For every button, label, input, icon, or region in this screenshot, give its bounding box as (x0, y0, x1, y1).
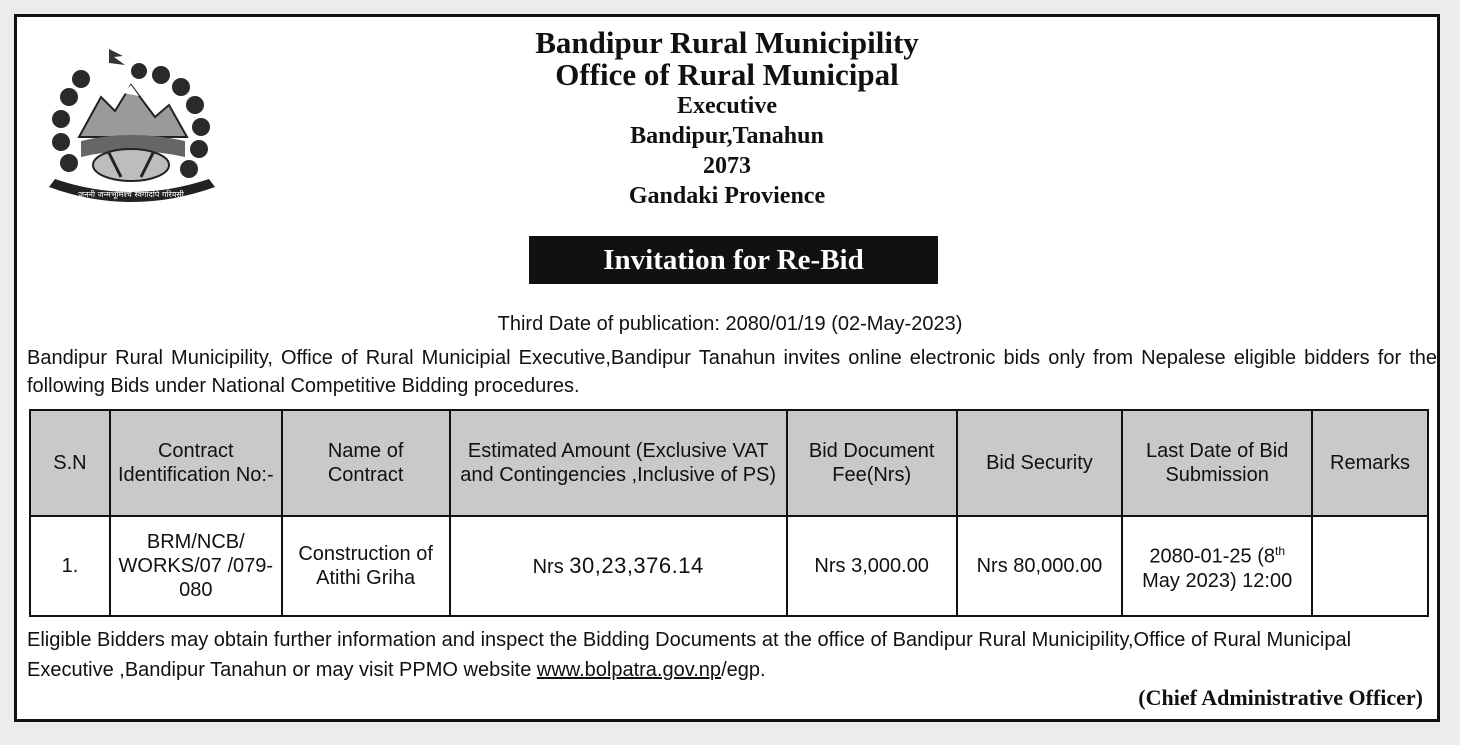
header-estimated-amount: Estimated Amount (Exclusive VAT and Contingencies ,Inclusive of PS) (450, 410, 787, 516)
cell-bid-fee: Nrs 3,000.00 (787, 516, 957, 616)
intro-paragraph: Bandipur Rural Municipility, Office of Rural Municipial Executive,Bandipur Tanahun invites online electronic bids only from Nepalese eligible bidders for the following Bids under National Competitive Bidding procedures. (27, 347, 1437, 397)
header-line-4: Bandipur,Tanahun (630, 123, 824, 149)
last-date-prefix: 2080-01-25 (8 (1149, 545, 1275, 568)
table-header-row (30, 410, 1428, 516)
cell-contract-id: BRM/NCB/ WORKS/07 /079-080 (110, 516, 282, 616)
publication-date: Third Date of publication: 2080/01/19 (02-May-2023) (497, 313, 963, 335)
header-contract-name: Name of Contract (282, 410, 450, 516)
last-date-ordinal: th (1274, 544, 1285, 559)
notice-frame (14, 14, 1440, 722)
header-bid-security: Bid Security (957, 410, 1123, 516)
header-bid-fee: Bid Document Fee(Nrs) (787, 410, 957, 516)
amount-prefix: Nrs (532, 555, 564, 578)
amount-value: 30,23,376.14 (569, 552, 704, 578)
table-row (30, 516, 1428, 616)
header-line-6: Gandaki Provience (628, 183, 826, 209)
header-contract-id: Contract Identification No:- (110, 410, 282, 516)
notice-title-banner: Invitation for Re-Bid (529, 236, 938, 284)
cell-contract-name: Construction of Atithi Griha (282, 516, 450, 616)
header-sn: S.N (30, 410, 110, 516)
last-date-suffix: May 2023) 12:00 (1142, 569, 1293, 592)
emblem-motto: जननी जन्मभूमिश्च स्वर्गादपि गरियसी (78, 190, 184, 199)
footer-text-end: /egp. (721, 659, 766, 681)
header-line-1: Bandipur Rural Municipility (535, 25, 919, 60)
bid-table (29, 409, 1429, 617)
cell-remarks (1312, 516, 1428, 616)
nepal-emblem-icon (39, 45, 224, 210)
footer-paragraph (27, 625, 1437, 685)
cell-sn: 1. (30, 516, 110, 616)
signatory: (Chief Administrative Officer) (1138, 685, 1423, 710)
ppmo-website-link[interactable]: www.bolpatra.gov.np (536, 659, 722, 681)
cell-last-date (1122, 516, 1312, 616)
footer-text: Eligible Bidders may obtain further information and inspect the Bidding Documents at the office of Bandipur Rural Municipility,Office of Rural Municipal Executive ,Bandipur Tanahun or may visit PPMO website (27, 629, 1352, 681)
cell-bid-security: Nrs 80,000.00 (957, 516, 1123, 616)
header-remarks: Remarks (1312, 410, 1428, 516)
office-header (387, 27, 1067, 211)
header-line-3: Executive (677, 93, 777, 119)
header-last-date: Last Date of Bid Submission (1122, 410, 1312, 516)
header-line-5: 2073 (703, 153, 751, 179)
header-line-2: Office of Rural Municipal (555, 57, 899, 92)
cell-estimated-amount (450, 516, 787, 616)
